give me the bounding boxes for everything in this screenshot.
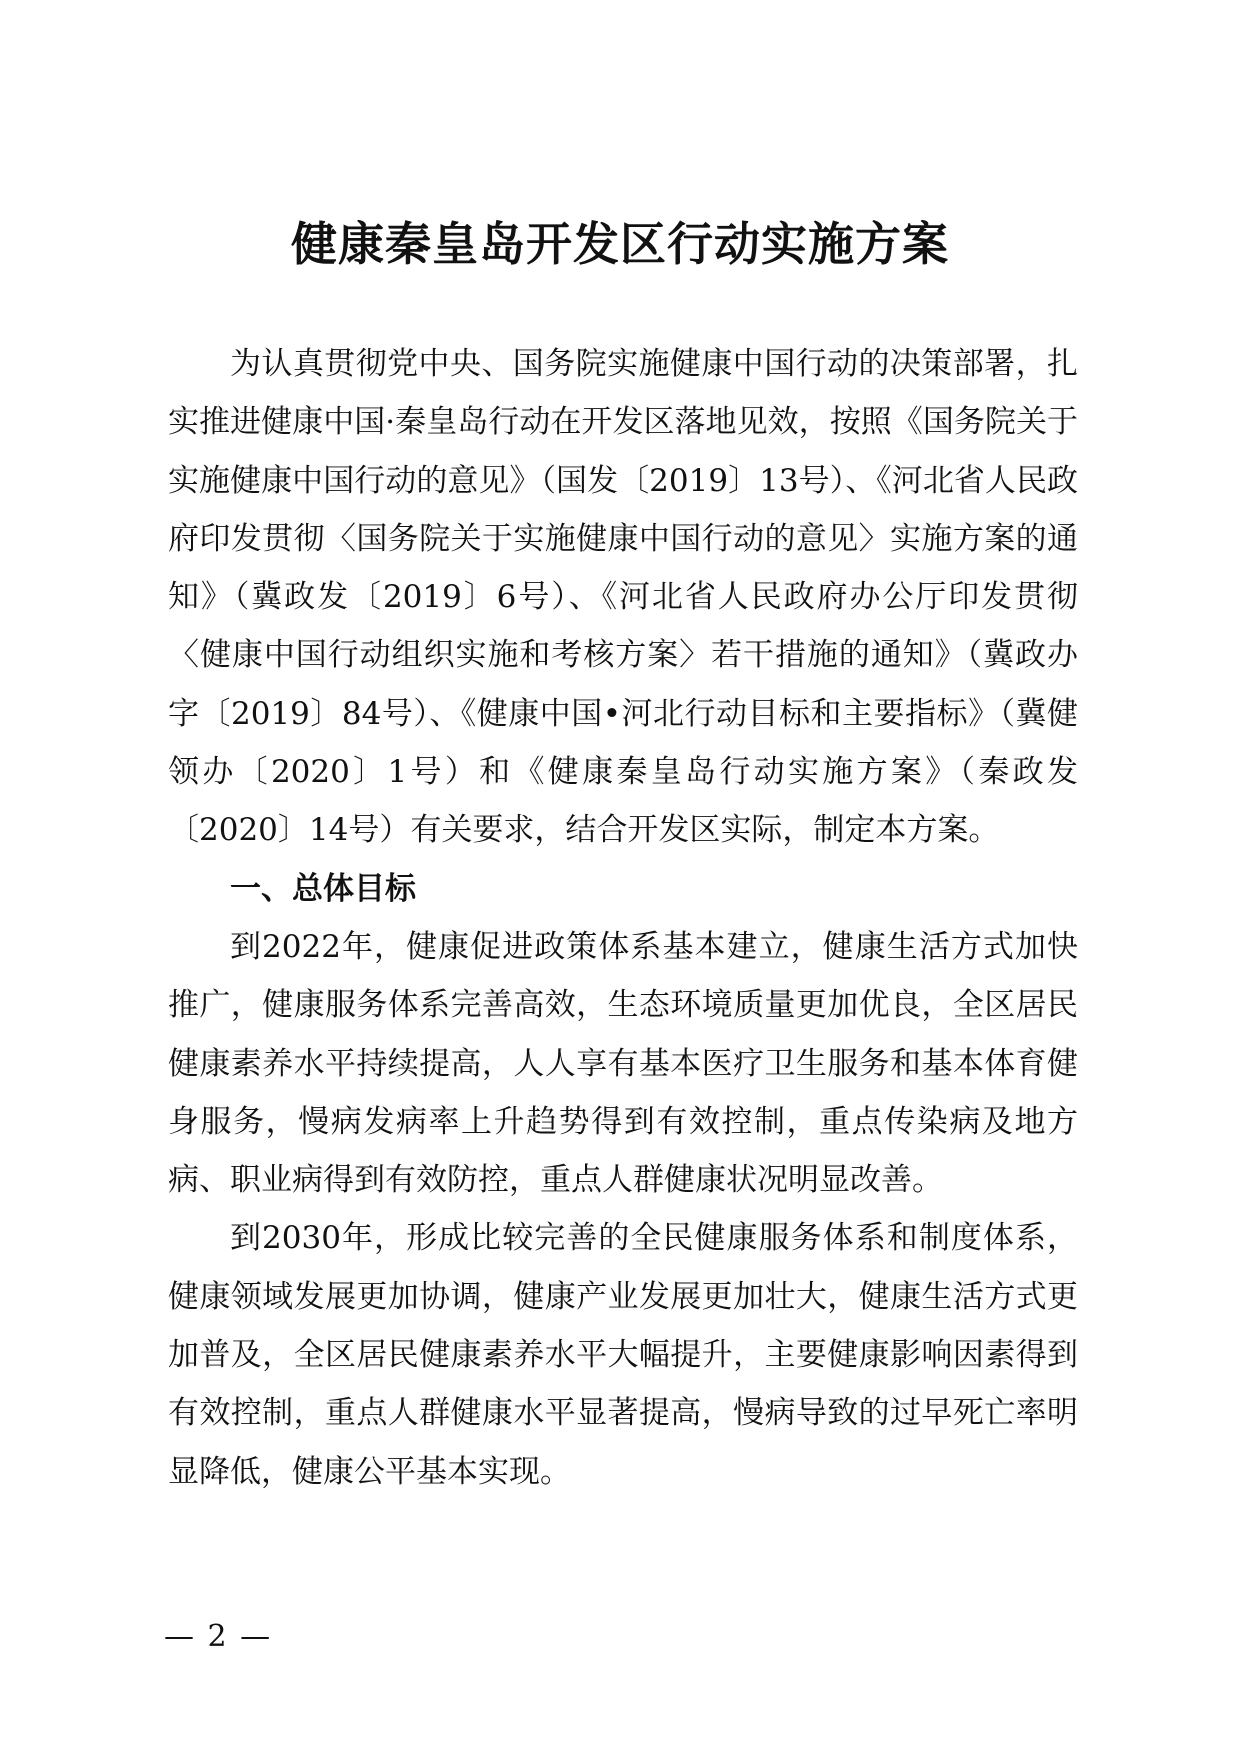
document-body: [168, 335, 1078, 1501]
intro-paragraph: 为认真贯彻党中央、国务院实施健康中国行动的决策部署，扎实推进健康中国·秦皇岛行动在开发区落地见效，按照《国务院关于实施健康中国行动的意见》（国发〔2019〕13号）、《河北省人民政府印发贯彻〈国务院关于实施健康中国行动的意见〉实施方案的通知》（冀政发〔2019〕6号）、《河北省人民政府办公厅印发贯彻〈健康中国行动组织实施和考核方案〉若干措施的通知》（冀政办字〔2019〕84号）、《健康中国•河北行动目标和主要指标》（冀健领办〔2020〕1号）和《健康秦皇岛行动实施方案》（秦政发〔2020〕14号）有关要求，结合开发区实际，制定本方案。: [168, 346, 1078, 849]
document-title: 健康秦皇岛开发区行动实施方案: [291, 217, 949, 271]
goal-2022-paragraph: 到2022年，健康促进政策体系基本建立，健康生活方式加快推广，健康服务体系完善高效，生态环境质量更加优良，全区居民健康素养水平持续提高，人人享有基本医疗卫生服务和基本体育健身服务，慢病发病率上升趋势得到有效控制，重点传染病及地方病、职业病得到有效防控，重点人群健康状况明显改善。: [168, 928, 1078, 1199]
goal-2030-paragraph: 到2030年，形成比较完善的全民健康服务体系和制度体系，健康领域发展更加协调，健康产业发展更加壮大，健康生活方式更加普及，全区居民健康素养水平大幅提升，主要健康影响因素得到有效控制，重点人群健康水平显著提高，慢病导致的过早死亡率明显降低，健康公平基本实现。: [168, 1220, 1078, 1490]
page-number: — 2 —: [164, 1619, 273, 1654]
section-heading: 一、总体目标: [230, 870, 416, 907]
